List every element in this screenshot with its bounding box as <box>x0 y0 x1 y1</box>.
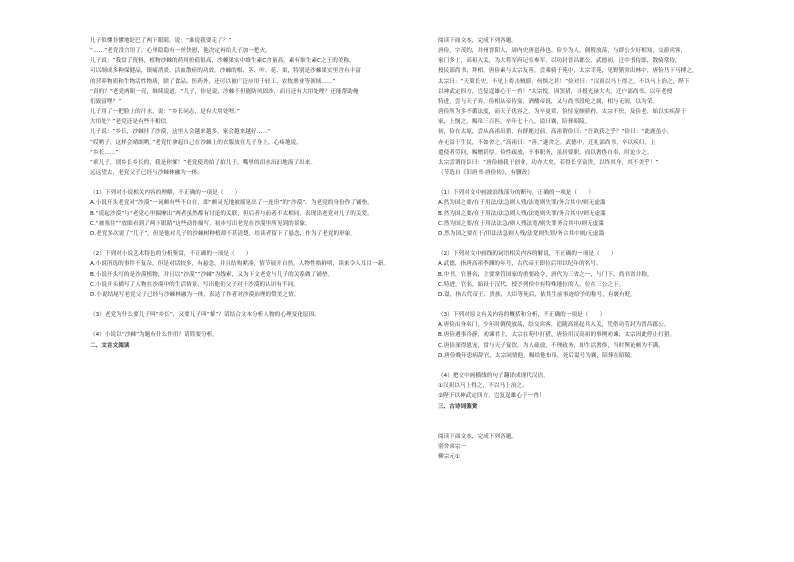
text-line: “哎哟子，这样会晴朗哟。”老党忙拿起自己在沙棘上的衣服放在儿子身上，心疼地说。 <box>90 139 302 146</box>
text-line: （1）下列对小说相关内容的理解，不正确的一项是（ ） <box>90 190 241 197</box>
text-line: D.老党多次说了“儿子”，但是他对儿子的沙棘树种植却不甚清楚，给读者留下了悬念，作为了老党的形象。 <box>90 230 357 237</box>
text-line: 亦无益于生民，不如舍之。”高祖曰：“善。”遂舍之。武德中，迁礼部尚书，卒以疾归，上 <box>438 139 656 146</box>
text-line: 们致富哩？” <box>90 98 122 105</box>
text-line: A.小说开头老党对“沙漠”一词颇有些不自在，即“颇灵光地被摇晃出了一连串”的“沙漠”，为老党的身份作了铺垫。 <box>90 200 373 207</box>
text-line: （2）下列对文中画线的词语相关内容的解说，不正确的一项是（ ） <box>438 251 617 258</box>
text-line: D.唐俭晚年患病辞官，太宗同情他，赐给他布帛，死后谥号为襄，陪葬在昭陵。 <box>438 352 637 359</box>
text-line: 遣使者劳问，赐赠甚厚。俭性疏放，不事职务，虽居要职，而以奢侈自奉，时论少之。 <box>438 149 653 156</box>
text-line: 家，上悯之，赐帛三百匹，卒年七十八，谥曰襄，陪葬昭陵。 <box>438 119 591 126</box>
spacer <box>438 422 782 432</box>
text-line: （3）下列对原文有关内容的概括和分析，不正确的一项是（ ） <box>438 312 606 319</box>
text-line: 阅读下面文本，完成下列各题。 <box>438 38 518 44</box>
text-line: C.特进，官名，始设于汉代，授予列侯中有特殊地位的人，位在三公之下。 <box>438 281 625 288</box>
text-line: “乡长……” <box>90 149 119 156</box>
spacer <box>90 320 432 330</box>
text-line: 以神武定四方，岂复逞雄心于一兽！”太宗悦，因罢猎，寻授光禄大夫，迁户部尚书，以年老授 <box>438 88 673 95</box>
text-line: （4）把文中画横线的句子翻译成现代汉语。 <box>438 373 549 380</box>
spacer <box>438 178 782 188</box>
section-heading: 三、古诗词鉴赏 <box>438 403 478 410</box>
text-line: 阅读下面文本，完成下列各题。 <box>438 434 518 440</box>
text-line: D.然为国之要在于/用法法急则人残/法宽则失罪/务合其中则/无虚滥 <box>438 230 605 237</box>
spacer <box>438 412 782 422</box>
text-line: 儿子用了一把脸上的汗水，说：“乡长同志，是有大用处哩。” <box>90 109 240 116</box>
text-line: 家门多士，高祖入关，为大将军府记室参军，以功封晋昌郡公，武德初，迁中书侍郎，散骑常侍， <box>438 58 681 65</box>
spacer <box>438 361 782 371</box>
text-line: ①汉祖以马上得之，不以马上治之。 <box>438 383 528 390</box>
text-line: 太宗曰：“天策长史，不见上将击贼耶，何惧之甚！”俭对曰：“汉祖以马上得之，不以马上治之，陛下 <box>438 78 690 85</box>
text-line: ②陛下以神武定四方，岂复逞雄心于一兽！ <box>438 393 545 400</box>
text-line: （节选自《旧唐书·唐俭传》，有删改） <box>438 170 533 177</box>
text-line: B.中书，官署名，主要掌管国家的重要政令，唐代为三省之一，与门下、尚书省并称。 <box>438 271 653 278</box>
text-line: 大用处？”老党还是有些不相信。 <box>90 119 172 126</box>
text-line: 的营养物质和生物活性物质，除了食品、医药外，还可以被广泛应用于轻工、农牧渔业等领域……” <box>90 78 336 85</box>
text-line: 授民部尚书，拜相，唐俭素与太宗友善，尝乘骑于苑中，太宗幸苑，见野猪突出林中，唐俭乃下马搏之， <box>438 68 698 75</box>
text-line: B.唐俭遇事冷静，劝谏君主，太宗在苑中打猎，唐俭用汉高祖的事例劝谏，太宗因此停止打猎。 <box>438 332 676 339</box>
spacer <box>438 239 782 249</box>
text-line: D.小说结尾写老党父子已经与沙棘林融为一体，表达了作者对沙漠治理的赞美之情。 <box>90 291 300 298</box>
text-line: C.然为国之要/在于用法法急/则人残法宽/则失罪务合其中/则无虚滥 <box>438 220 604 227</box>
text-line: 远远望去，老党父子已经与沙棘林融为一体。 <box>90 170 203 177</box>
text-line: “乖儿子，别乡长乡长的，我是你爹！”老党使劲拍了拍儿子，嘴里的泪水汩汩地流了出来。 <box>90 159 317 166</box>
text-line: A.小说所选的事件不复杂，但是对话较多，有悬念，并且结构紧凑，情节展开自然，人物性格鲜明，读来令人耳目一新。 <box>90 261 390 268</box>
text-line: 初，俭在太原，尝从高祖出猎，有群鹿过前，高祖谓俭曰：“吾欲获之乎？”俭曰：“此鹿虽小， <box>438 129 673 136</box>
text-line: 唐俭，字茂约，并州晋阳人，周内史唐邕孙也。俭少为人，倜傥放荡，与群公少好相知，交游宾客， <box>438 48 687 55</box>
text-line: B.然为国之要/在于用法/法急则人残/法宽则失罪/务合其中/则无虚滥 <box>438 210 606 217</box>
text-line: 太宗尝谓侍臣曰：“唐俭辅我于创业，功亦大矣，若得长享富贵，以终其身，其不美乎！” <box>438 159 659 166</box>
text-line: （1）下列对文中画波浪线部分的断句，正确的一项是（ ） <box>438 190 594 197</box>
text-line: “……”老党没言语了，心里隐隐有一丝快慰，他决定再给儿子加一把火。 <box>90 48 271 55</box>
text-line: 唐俭所为多不循法度，而天子优容之，为卒更赏，俭恃宠颇骄矜，太宗不快，及俭老，始以实疾辞于 <box>438 109 687 116</box>
text-line: 柳宗元① <box>438 454 460 461</box>
spacer <box>90 300 432 310</box>
spacer <box>90 239 432 249</box>
text-line: 儿子说：“我盘了资料，植物沙棘的药用价值很高，沙棘果实中维生素C含量高，素有维生素C之王的美称， <box>90 58 355 65</box>
text-line: C.小说开头描写了人物在沙漠中的生活情景，写出他们父子对于沙漠的认识有不同。 <box>90 281 299 288</box>
text-line: 儿子说：“乡长，沙棘挂了沙漠，这里人会越来越多，家会越来越好……” <box>90 129 271 136</box>
text-line: B.小说开头写的是沙漠植物，并且以“沙漠”“沙棘”为线索，又为下文老党与儿子的关系做了铺垫。 <box>90 271 334 278</box>
spacer <box>90 178 432 188</box>
text-line: D.谥，指古代帝王、贵族、大臣等死后，依其生前事迹给予的称号，有褒有贬。 <box>438 291 637 298</box>
text-line: C.唐俭深得恩宠，常与天子宴饮，为人疏放，不理政务，却生活奢侈，当时舆论颇为不满。 <box>438 342 664 349</box>
text-line: “真的？”老党两眼一亮，继续说道，“儿子，你是说，沙棘不但能防风固沙，而且还有大用处哩？还能帮助俺 <box>90 88 359 95</box>
text-line: C.“被塞住”“放眼看到了两下眼睛”这些动作描写，初步写出老党在沙漠里所见到的景象。 <box>90 220 311 227</box>
text-line: 儿子似懂非懂地眨巴了两下眼睛，说：“谁说我要走了？” <box>90 38 232 44</box>
text-line: 特进，尝与天子弈，俭相从帝侍宴，酒酣帝说，又与尚书段纶之属，相与无间，以为荣。 <box>438 98 659 105</box>
text-line: 可以制成多种保健品，镇痛消炎、活血散瘀的功效。沙棘的根、茎、叶、花、果，特别是沙棘果实里含有丰富 <box>90 68 361 75</box>
text-line: A.武德，指唐高祖李渊的年号，古代帝王即位后用以纪年的名号。 <box>438 261 602 268</box>
text-line: （4）小说以“沙棘”为题有什么作用？请简要分析。 <box>90 332 219 339</box>
section-heading: 二、文言文阅读 <box>90 342 130 349</box>
spacer <box>438 300 782 310</box>
right-column <box>438 36 782 462</box>
text-line: （2）下列对小说艺术特色的分析鉴赏，不正确的一项是（ ） <box>90 251 252 258</box>
text-line: （3）老党为什么要儿子叫“乡长”，又要儿子叫“爹”？请结合文本分析人物的心理变化原因。 <box>90 312 320 319</box>
left-column <box>90 36 432 351</box>
text-line: B.“说起沙漠”与“老党心里揣摩出”两者虽然都有讨论的关联，但后者与前者不太相同，表现出老党对儿子的关爱。 <box>90 210 373 217</box>
text-line: A.唐俭出身名门，少年时倜傥放荡，结交宾客，追随高祖起兵入关，凭借功劳封为晋昌郡公。 <box>438 322 670 329</box>
text-line: 别舍弟宗一 <box>438 444 467 451</box>
text-line: A.然为国之要/在于用法/法急则人残/法宽则失罪/务合其中/则无虚滥 <box>438 200 606 207</box>
